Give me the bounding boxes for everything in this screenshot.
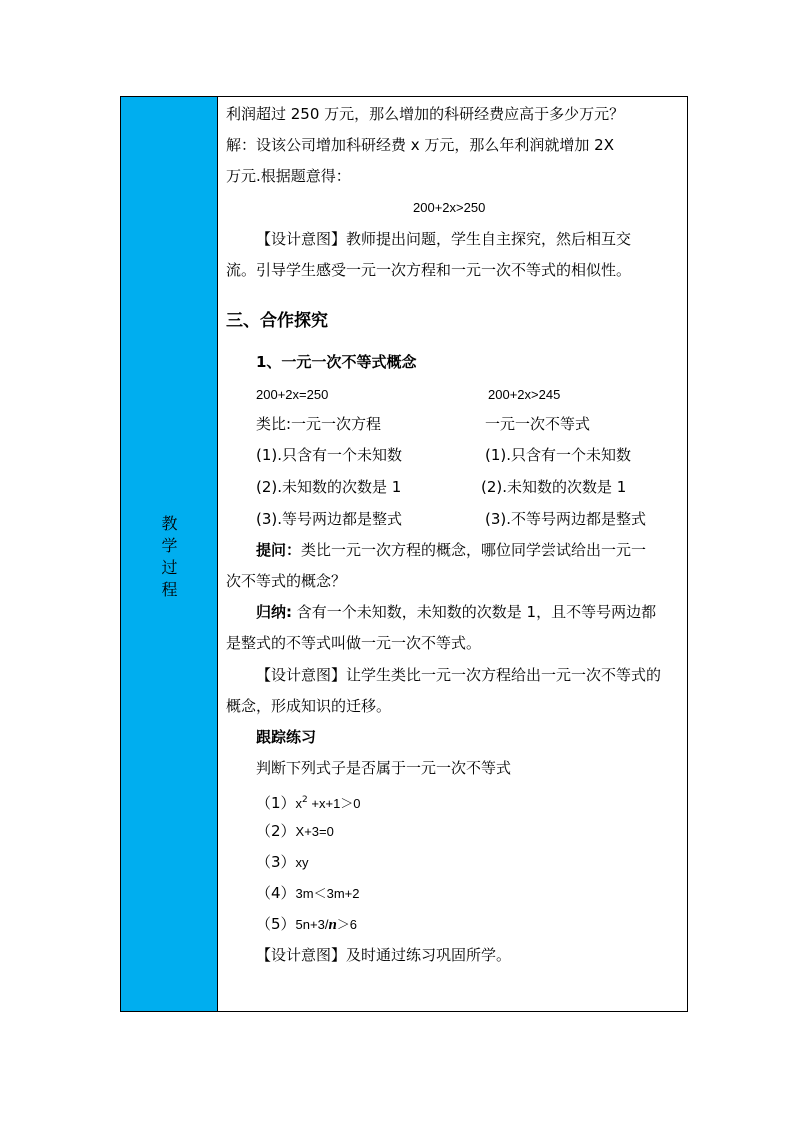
item-variable: n: [328, 917, 337, 933]
inequality: 200+2x>250: [413, 200, 486, 215]
question-label: 提问：: [256, 541, 302, 559]
side-char: 教: [161, 514, 178, 533]
side-label: [121, 513, 218, 601]
item-exponent: 2: [302, 795, 308, 805]
side-char: 程: [161, 580, 178, 599]
design-intent-3: 【设计意图】及时通过练习巩固所学。: [256, 946, 512, 964]
practice-item: [256, 852, 309, 873]
item-number: （1）: [256, 794, 296, 812]
item-expr: 3m＜3m+2: [295, 886, 360, 901]
design-intent-2-line-1: 【设计意图】让学生类比一元一次方程给出一元一次不等式的: [256, 666, 662, 684]
item-expr: X+3=0: [295, 824, 334, 839]
item-number: （2）: [256, 822, 296, 840]
design-intent-1-line-2: 流。引导学生感受一元一次方程和一元一次不等式的相似性。: [226, 261, 632, 279]
side-char: 过: [161, 558, 178, 577]
summary-label: 归纳:: [256, 603, 292, 621]
problem-line-1: 利润超过 250 万元，那么增加的科研经费应高于多少万元？: [226, 105, 625, 123]
compare-left-item: (3).等号两边都是整式: [256, 510, 403, 528]
design-intent-1-line-1: 【设计意图】教师提出问题，学生自主探究，然后相互交: [256, 230, 632, 248]
compare-right-item: (3).不等号两边都是整式: [485, 510, 647, 528]
item-expr: ＞6: [336, 917, 358, 932]
summary-line-2: 是整式的不等式叫做一元一次不等式。: [226, 634, 482, 652]
compare-right-item: (2).未知数的次数是 1: [481, 478, 627, 496]
practice-item: [256, 821, 334, 842]
content-cell: [218, 97, 687, 1011]
summary-text: 含有一个未知数，未知数的次数是 1，且不等号两边都: [292, 603, 657, 621]
side-column: [121, 97, 218, 1011]
section-subtitle: 1、一元一次不等式概念: [256, 353, 417, 371]
item-expr: xy: [295, 855, 309, 870]
question-line-1: [256, 540, 646, 560]
compare-left-item: (1).只含有一个未知数: [256, 446, 403, 464]
item-number: （5）: [256, 915, 296, 933]
compare-right-head: 一元一次不等式: [485, 415, 591, 433]
practice-item: [256, 883, 360, 904]
compare-right-expr: 200+2x>245: [488, 387, 561, 402]
item-number: （4）: [256, 884, 296, 902]
item-expr: +x+1＞0: [307, 796, 361, 811]
practice-item: [256, 790, 361, 814]
question-text: 类比一元一次方程的概念，哪位同学尝试给出一元一: [301, 541, 647, 559]
problem-line-2: 解：设该公司增加科研经费 x 万元，那么年利润就增加 2X: [226, 136, 615, 154]
question-line-2: 次不等式的概念？: [226, 572, 347, 590]
compare-left-item: (2).未知数的次数是 1: [256, 478, 402, 496]
practice-item: [256, 914, 357, 935]
practice-title: 跟踪练习: [256, 728, 317, 746]
section-title: 三、合作探究: [226, 311, 328, 331]
problem-line-3: 万元.根据题意得：: [226, 167, 351, 185]
lesson-table: [120, 96, 688, 1012]
side-char: 学: [161, 536, 178, 555]
practice-prompt: 判断下列式子是否属于一元一次不等式: [256, 759, 512, 777]
item-expr: 5n+3/: [295, 917, 329, 932]
compare-left-head: 类比:一元一次方程: [256, 415, 382, 433]
compare-left-expr: 200+2x=250: [256, 387, 329, 402]
design-intent-2-line-2: 概念，形成知识的迁移。: [226, 697, 392, 715]
item-expr: x: [295, 796, 303, 811]
item-number: （3）: [256, 853, 296, 871]
compare-right-item: (1).只含有一个未知数: [485, 446, 632, 464]
summary-line-1: [256, 602, 656, 622]
